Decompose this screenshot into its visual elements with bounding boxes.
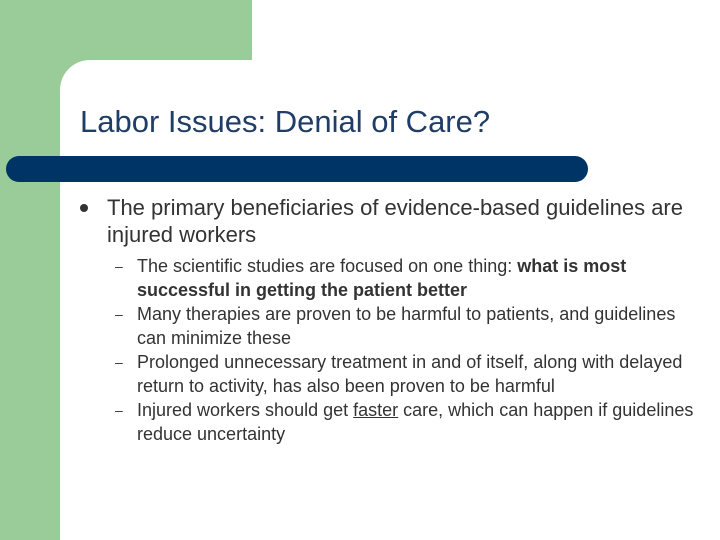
- sub-bullet-list: [115, 254, 695, 446]
- sub-bullet-3: [115, 350, 695, 398]
- title-underline-bar: [6, 156, 588, 182]
- sub-bullet-1-prefix: The scientific studies are focused on one thing:: [137, 256, 518, 276]
- green-accent-left: [0, 0, 60, 540]
- sub-bullet-3-text: Prolonged unnecessary treatment in and of itself, along with delayed return to activity, has also been proven to be harmful: [137, 352, 683, 396]
- dash-icon: –: [115, 258, 123, 274]
- sub-bullet-1: [115, 254, 695, 302]
- sub-bullet-4-prefix: Injured workers should get: [137, 400, 354, 420]
- sub-bullet-2: [115, 302, 695, 350]
- dash-icon: –: [115, 354, 123, 370]
- sub-bullet-4-suffix: care, which can happen if guidelines reduce uncertainty: [137, 400, 694, 444]
- main-bullet-text: The primary beneficiaries of evidence-based guidelines are injured workers: [107, 195, 683, 247]
- slide-title: Labor Issues: Denial of Care?: [80, 104, 491, 139]
- sub-bullet-4: [115, 398, 695, 446]
- sub-bullet-2-text: Many therapies are proven to be harmful to patients, and guidelines can minimize these: [137, 304, 676, 348]
- sub-bullet-4-underlined: faster: [353, 400, 399, 420]
- bullet-dot-icon: [80, 204, 88, 212]
- dash-icon: –: [115, 306, 123, 322]
- sub-bullet-1-emphasis: what is most successful in getting the patient better: [137, 256, 627, 300]
- dash-icon: –: [115, 402, 123, 418]
